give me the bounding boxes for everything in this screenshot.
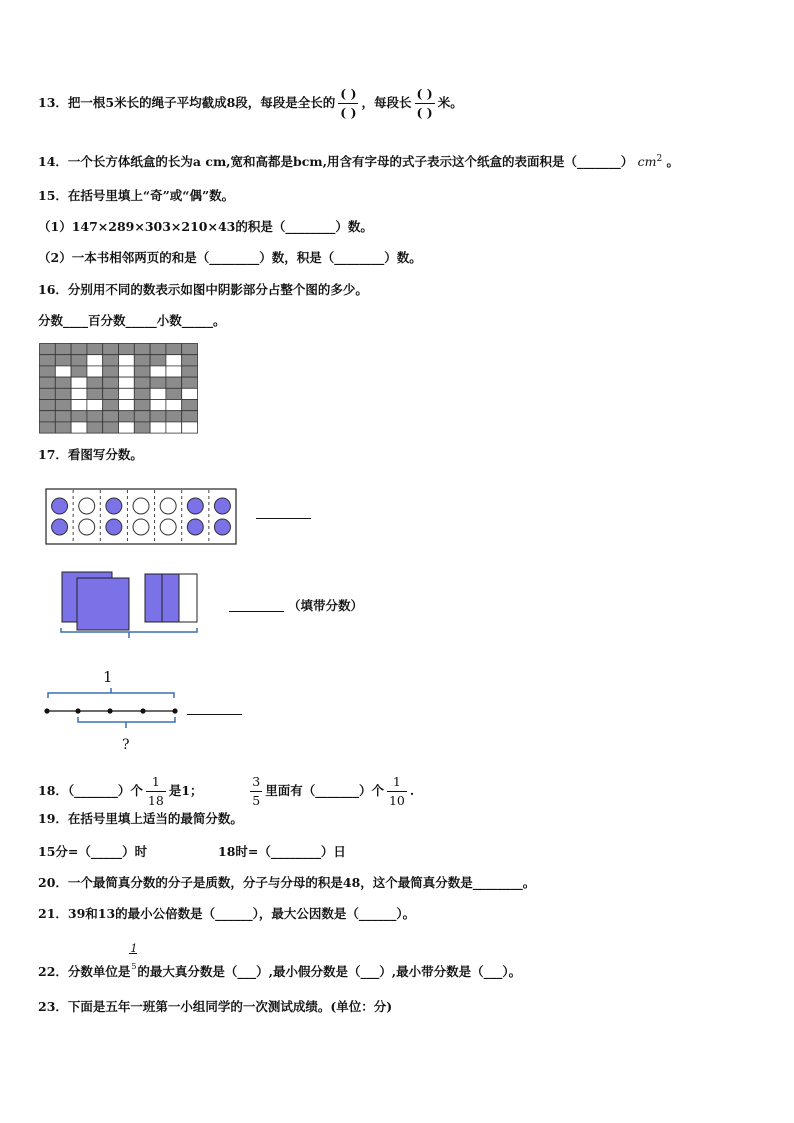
- grid-cell: [71, 377, 87, 388]
- empty-circle: [160, 498, 176, 514]
- filled-circle: [52, 498, 68, 514]
- grid-cell: [71, 422, 87, 433]
- grid-cell: [182, 411, 198, 422]
- grid-cell: [87, 355, 103, 366]
- q13-fraction-2: $\frac{( )}{( )}$: [416, 86, 433, 120]
- grid-cell: [182, 344, 198, 355]
- grid-cell: [40, 388, 56, 399]
- q17-title: 17．看图写分数。: [38, 447, 143, 462]
- question-20: 20．一个最简真分数的分子是质数，分子与分母的积是48，这个最简真分数是________。: [38, 875, 536, 890]
- q13-text-c: 米。: [437, 95, 463, 110]
- grid-cell: [166, 366, 182, 377]
- q17-bottom-label: ?: [122, 737, 130, 753]
- grid-cell: [40, 422, 56, 433]
- q17-top-label: 1: [103, 668, 113, 686]
- q16-grid-figure: [39, 343, 199, 434]
- grid-cell: [119, 388, 135, 399]
- grid-cell: [119, 355, 135, 366]
- grid-cell: [71, 355, 87, 366]
- grid-cell: [182, 355, 198, 366]
- q17-answer-line-1: [256, 518, 311, 519]
- grid-cell: [182, 422, 198, 433]
- grid-cell: [150, 355, 166, 366]
- empty-circle: [160, 519, 176, 535]
- grid-cell: [103, 377, 119, 388]
- q19-title: 19．在括号里填上适当的最简分数。: [38, 811, 243, 826]
- question-14: [38, 150, 679, 171]
- q14-end: 。: [666, 154, 680, 170]
- grid-cell: [119, 422, 135, 433]
- q17-circle-box: [45, 488, 240, 546]
- grid-cell: [40, 366, 56, 377]
- empty-circle: [79, 519, 95, 535]
- grid-cell: [103, 400, 119, 411]
- filled-circle: [187, 519, 203, 535]
- filled-circle: [106, 519, 122, 535]
- grid-cell: [55, 411, 71, 422]
- q14-text: 14．一个长方体纸盒的长为a cm,宽和高都是bcm,用含有字母的式子表示这个纸盒的表面积是（_______）: [38, 154, 634, 170]
- grid-cell: [182, 400, 198, 411]
- grid-cell: [166, 377, 182, 388]
- grid-cell: [55, 377, 71, 388]
- grid-cell: [87, 377, 103, 388]
- grid-cell: [134, 344, 150, 355]
- filled-circle: [52, 519, 68, 535]
- grid-cell: [71, 411, 87, 422]
- filled-circle: [214, 519, 230, 535]
- grid-cell: [182, 366, 198, 377]
- q16-fill: 分数____百分数_____小数_____。: [38, 313, 226, 328]
- q17-square-front: [77, 578, 129, 630]
- grid-cell: [166, 400, 182, 411]
- grid-cell: [134, 366, 150, 377]
- filled-circle: [187, 498, 203, 514]
- grid-cell: [40, 400, 56, 411]
- grid-cell: [166, 411, 182, 422]
- q13-text-a: 13．把一根5米长的绳子平均截成8段，每段是全长的: [38, 95, 336, 110]
- question-21: 21．39和13的最小公倍数是（______），最大公因数是（______）。: [38, 906, 416, 921]
- q13-fraction-1: $\frac{( )}{( )}$: [340, 86, 357, 120]
- empty-circle: [79, 498, 95, 514]
- grid-cell: [55, 355, 71, 366]
- grid-cell: [103, 366, 119, 377]
- q15-title: 15．在括号里填上“奇”或“偶”数。: [38, 188, 235, 203]
- grid-cell: [166, 344, 182, 355]
- grid-cell: [55, 366, 71, 377]
- grid-cell: [150, 422, 166, 433]
- grid-cell: [119, 377, 135, 388]
- grid-cell: [150, 411, 166, 422]
- grid-cell: [134, 411, 150, 422]
- q14-power: 2: [656, 154, 663, 164]
- grid-cell: [87, 411, 103, 422]
- grid-cell: [166, 422, 182, 433]
- grid-cell: [40, 355, 56, 366]
- grid-cell: [71, 400, 87, 411]
- grid-cell: [103, 411, 119, 422]
- q16-title: 16．分别用不同的数表示如图中阴影部分占整个图的多少。: [38, 282, 368, 297]
- grid-cell: [87, 344, 103, 355]
- grid-cell: [40, 344, 56, 355]
- q18-fraction-3: $\frac{1}{10}$: [388, 774, 405, 808]
- grid-cell: [119, 400, 135, 411]
- grid-cell: [119, 366, 135, 377]
- grid-cell: [87, 366, 103, 377]
- grid-cell: [134, 422, 150, 433]
- q19-part-a: 15分=（_____）时: [38, 844, 148, 859]
- grid-cell: [182, 388, 198, 399]
- q17-answer-line-2: [229, 611, 284, 612]
- grid-cell: [150, 388, 166, 399]
- grid-cell: [55, 388, 71, 399]
- question-18: 18．（_______）个 $\frac{1}{18}$ 是1； $\frac{3}{5}$ 里面有（_______）个 $\frac{1}{10}$ .: [38, 774, 415, 808]
- q18-fraction-2: $\frac{3}{5}$: [252, 774, 261, 808]
- q17-brace-top: [48, 693, 174, 698]
- empty-circle: [133, 498, 149, 514]
- grid-cell: [87, 388, 103, 399]
- grid-cell: [150, 344, 166, 355]
- grid-cell: [166, 355, 182, 366]
- grid-cell: [150, 366, 166, 377]
- q18-fraction-1: $\frac{1}{18}$: [147, 774, 164, 808]
- grid-cell: [119, 411, 135, 422]
- q14-unit: cm: [637, 154, 657, 170]
- grid-cell: [119, 344, 135, 355]
- empty-circle: [133, 519, 149, 535]
- grid-cell: [87, 400, 103, 411]
- grid-cell: [55, 400, 71, 411]
- filled-circle: [106, 498, 122, 514]
- grid-cell: [134, 400, 150, 411]
- grid-cell: [103, 422, 119, 433]
- q17-note: （填带分数）: [288, 598, 364, 613]
- question-23: 23．下面是五年一班第一小组同学的一次测试成绩。(单位：分): [38, 999, 393, 1014]
- grid-cell: [55, 344, 71, 355]
- question-22: 22．分数单位是 1 5 的最大真分数是（___）,最小假分数是（___）,最小带分数是（___）。: [38, 942, 522, 979]
- grid-cell: [103, 355, 119, 366]
- grid-cell: [134, 355, 150, 366]
- grid-cell: [150, 377, 166, 388]
- grid-cell: [182, 377, 198, 388]
- grid-cell: [87, 422, 103, 433]
- q19-part-b: 18时=（________）日: [218, 844, 346, 859]
- grid-cell: [71, 366, 87, 377]
- q13-text-b: ，每段长: [361, 95, 412, 110]
- grid-cell: [71, 344, 87, 355]
- q17-brace-under: [78, 717, 175, 722]
- grid-cell: [134, 377, 150, 388]
- q17-number-line: [40, 688, 190, 733]
- grid-cell: [150, 400, 166, 411]
- grid-cell: [166, 388, 182, 399]
- grid-cell: [40, 377, 56, 388]
- q17-squares-figure: [60, 570, 200, 640]
- grid-cell: [55, 422, 71, 433]
- q17-answer-line-3: [187, 714, 242, 715]
- q15-part2: （2）一本书相邻两页的和是（________）数，积是（________）数。: [38, 250, 422, 265]
- question-13: [38, 86, 463, 121]
- grid-cell: [40, 411, 56, 422]
- filled-circle: [214, 498, 230, 514]
- grid-cell: [71, 388, 87, 399]
- grid-cell: [103, 344, 119, 355]
- grid-cell: [103, 388, 119, 399]
- q22-fraction: 1 5: [130, 942, 138, 971]
- q15-part1: （1）147×289×303×210×43的积是（________）数。: [38, 219, 373, 234]
- grid-cell: [134, 388, 150, 399]
